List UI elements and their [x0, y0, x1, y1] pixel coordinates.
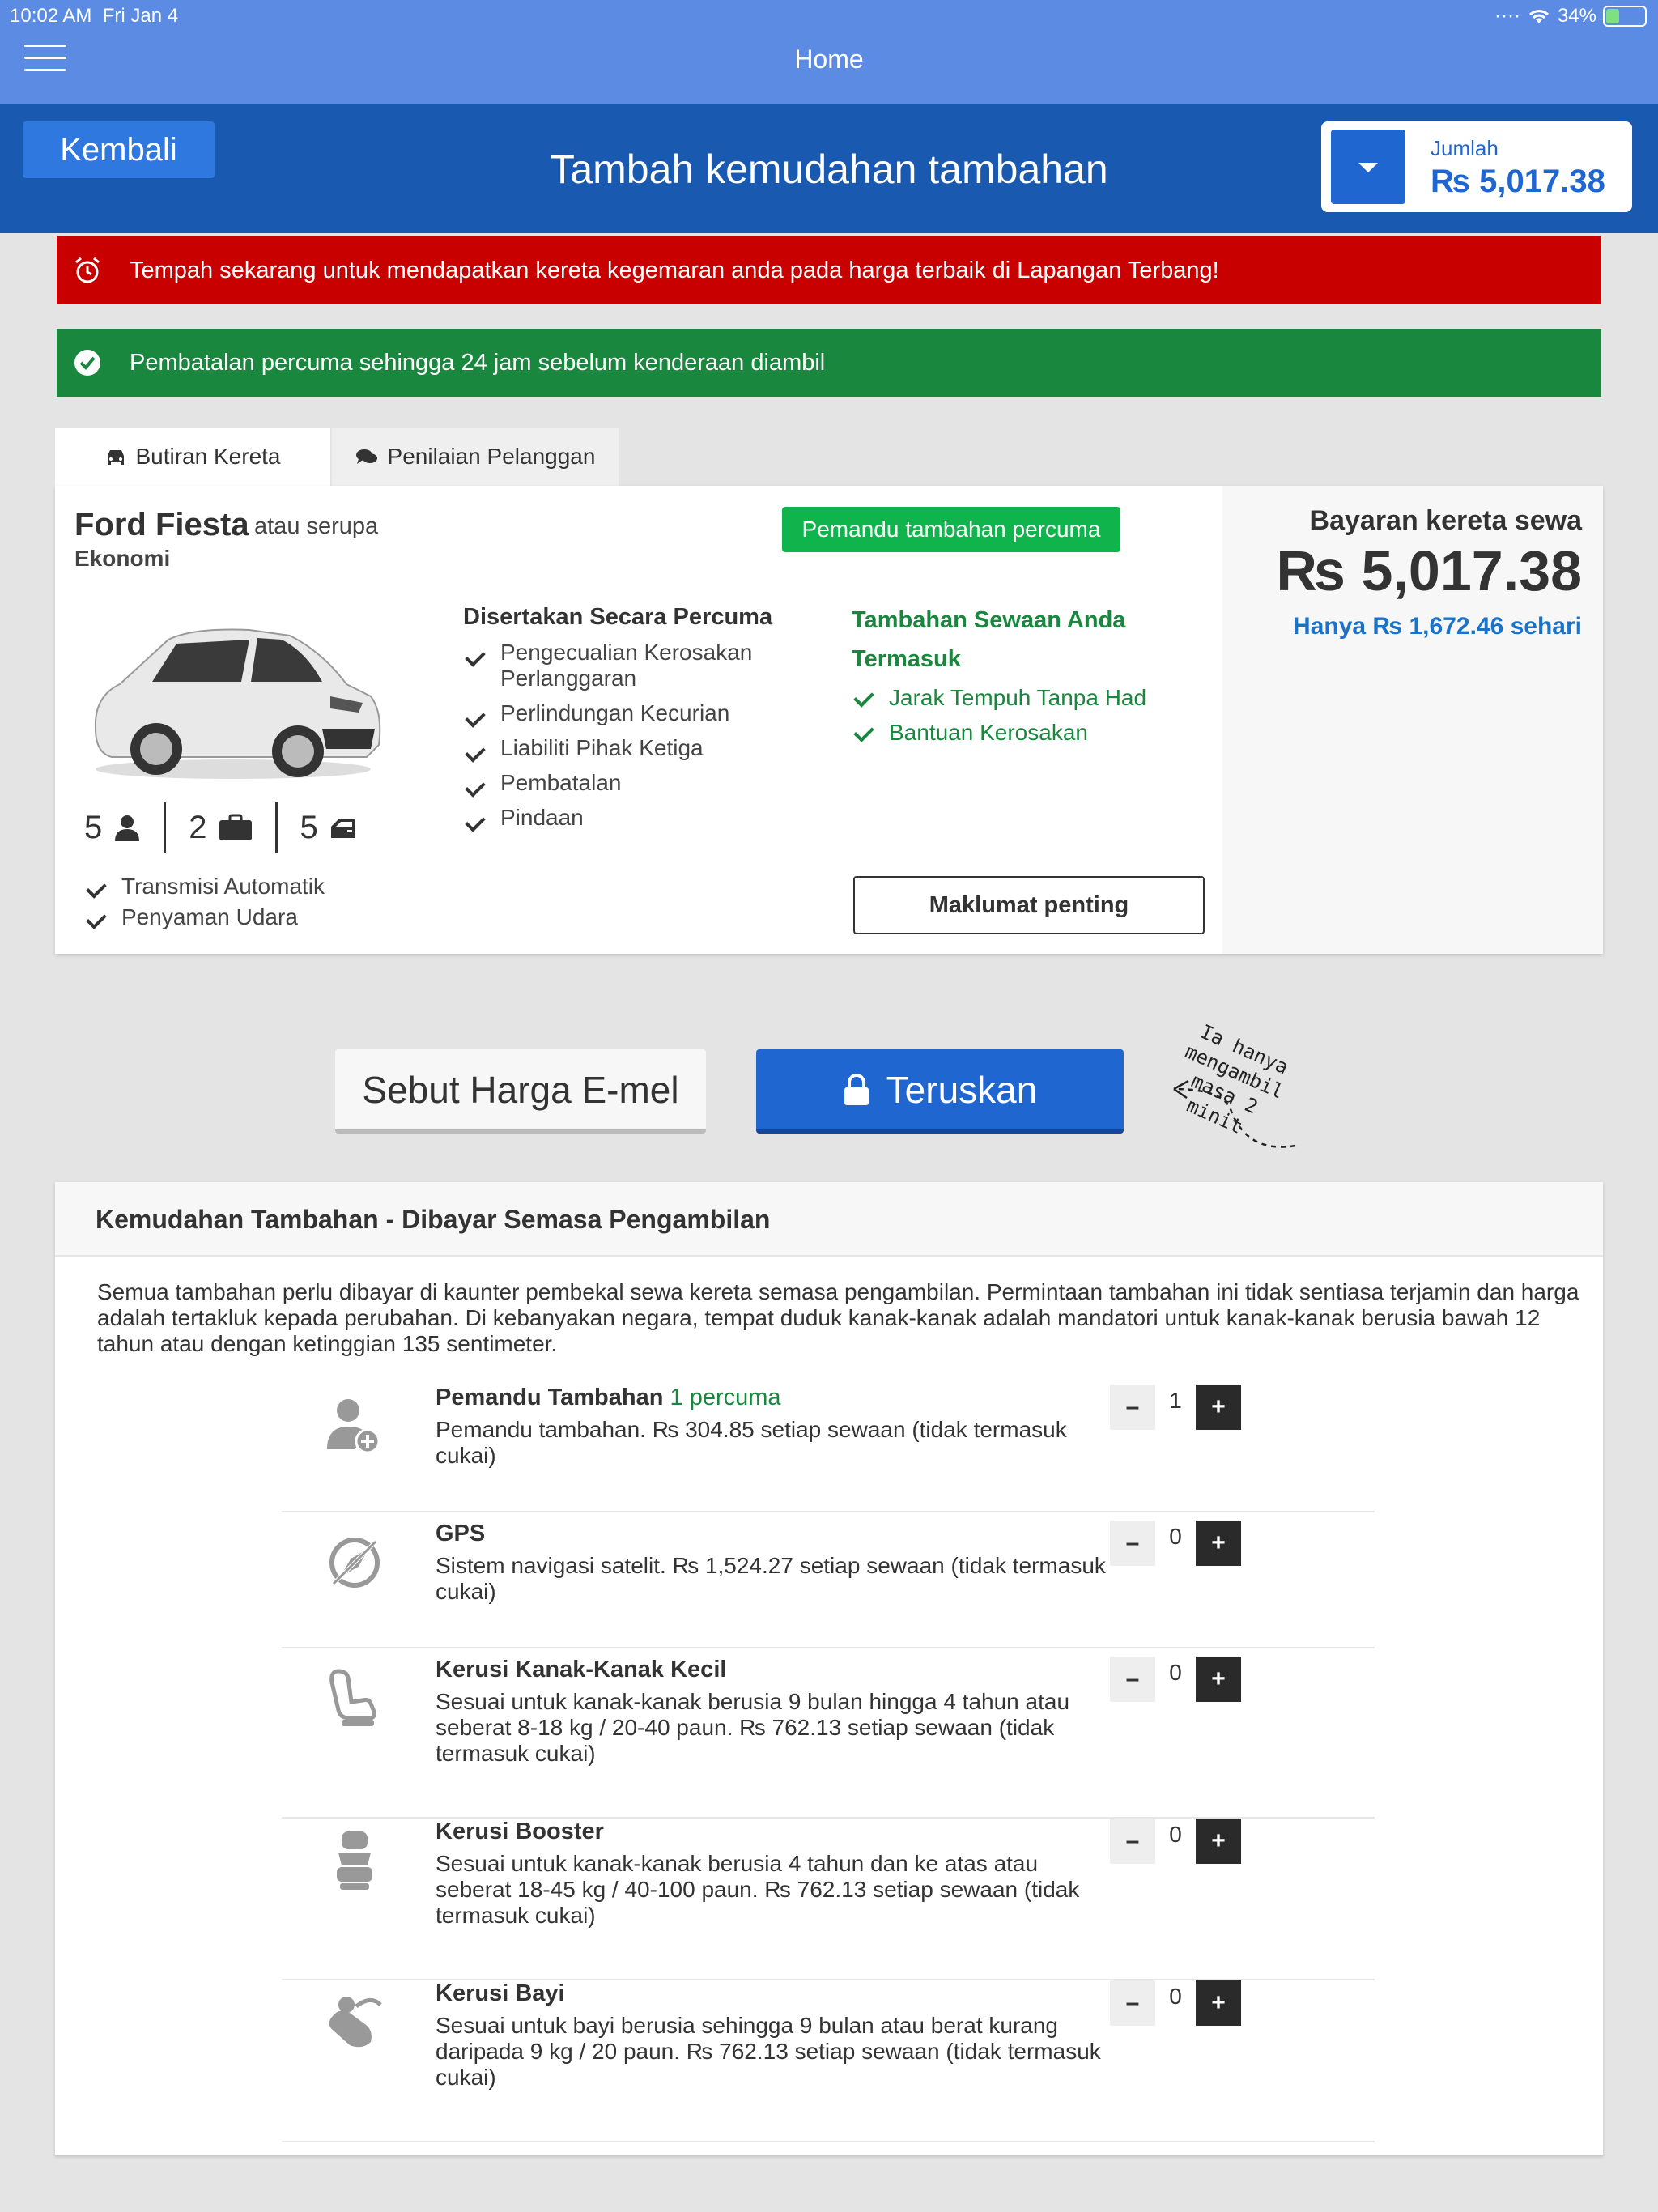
status-date: Fri Jan 4 — [102, 5, 179, 27]
extra-row-infant-seat — [282, 1980, 1375, 2142]
chevron-down-icon[interactable] — [1331, 130, 1405, 204]
quantity-stepper — [1110, 1385, 1239, 1430]
increment-button[interactable]: + — [1196, 1980, 1241, 2026]
wifi-icon — [1527, 7, 1551, 25]
extra-name-text: GPS — [436, 1521, 486, 1546]
rental-included-title: Tambahan Sewaan Anda Termasuk — [852, 607, 1126, 672]
total-amount: ₨ 5,017.38 — [1431, 164, 1605, 199]
extra-name — [436, 1385, 781, 1411]
extras-panel — [55, 1182, 1603, 2155]
car-icon — [105, 448, 126, 466]
price-panel — [1222, 486, 1603, 954]
quantity-value: 0 — [1169, 1524, 1182, 1549]
quantity-stepper — [1110, 1980, 1239, 2026]
free-driver-badge: Pemandu tambahan percuma — [782, 507, 1120, 552]
spec-seats-value: 5 — [84, 809, 103, 845]
continue-button[interactable] — [756, 1049, 1124, 1134]
status-clock: 10:02 AM — [10, 5, 92, 27]
quantity-value: 0 — [1169, 1984, 1182, 2009]
increment-button[interactable]: + — [1196, 1819, 1241, 1864]
increment-button[interactable]: + — [1196, 1385, 1241, 1430]
included-item: Liabiliti Pihak Ketiga — [463, 735, 803, 761]
extra-description: Pemandu tambahan. ₨ 304.85 setiap sewaan (tidak termasuk cukai) — [436, 1417, 1067, 1468]
extra-description: Sesuai untuk bayi berusia sehingga 9 bulan atau berat kurang daripada 9 kg / 20 paun. ₨ 762.13 setiap sewaan (tidak termasuk cukai) — [436, 2013, 1101, 2090]
total-label: Jumlah — [1431, 136, 1499, 160]
extra-description: Sesuai untuk kanak-kanak berusia 4 tahun dan ke atas atau seberat 18-45 kg / 40-100 paun. ₨ 762.13 setiap sewaan (tidak termasuk cukai) — [436, 1851, 1080, 1928]
lock-icon — [843, 1074, 870, 1106]
extra-name-text: Kerusi Kanak-Kanak Kecil — [436, 1657, 727, 1682]
per-day-price: Hanya ₨ 1,672.46 sehari — [1293, 613, 1582, 640]
extra-name — [436, 1521, 485, 1547]
decrement-button[interactable]: – — [1110, 1980, 1155, 2026]
spec-bags-value: 2 — [189, 809, 207, 845]
car-class: Ekonomi — [74, 546, 171, 571]
spec-bags — [164, 802, 274, 853]
extras-title: Kemudahan Tambahan - Dibayar Semasa Pengambilan — [55, 1182, 1603, 1257]
included-title: Disertakan Secara Percuma — [463, 604, 773, 630]
car-name: Ford Fiesta — [74, 507, 249, 542]
tab-car-details[interactable] — [55, 428, 330, 486]
extra-name — [436, 1980, 565, 2007]
continue-label: Teruskan — [886, 1068, 1038, 1111]
check-circle-icon — [71, 347, 104, 379]
extra-description: Sistem navigasi satelit. ₨ 1,524.27 setiap sewaan (tidak termasuk cukai) — [436, 1553, 1106, 1604]
rent-label: Bayaran kereta sewa — [1309, 505, 1582, 536]
car-similar: atau serupa — [254, 513, 379, 539]
nav-title: Home — [794, 45, 864, 74]
extra-row-driver — [282, 1385, 1375, 1512]
quantity-value: 0 — [1169, 1822, 1182, 1847]
rental-item: Jarak Tempuh Tanpa Had — [852, 680, 1146, 715]
battery-level — [1606, 9, 1619, 23]
quantity-stepper — [1110, 1521, 1239, 1566]
spec-doors — [275, 802, 380, 853]
comments-icon — [355, 448, 378, 466]
suitcase-icon — [219, 814, 253, 841]
signal-dots-icon: ···· — [1494, 5, 1520, 27]
extra-name-text: Kerusi Booster — [436, 1819, 604, 1844]
status-indicators — [1494, 5, 1647, 28]
extra-name — [436, 1819, 604, 1845]
quantity-stepper — [1110, 1657, 1239, 1702]
increment-button[interactable]: + — [1196, 1521, 1241, 1566]
cancellation-text: Pembatalan percuma sehingga 24 jam sebelum kenderaan diambil — [130, 349, 826, 376]
decrement-button[interactable]: – — [1110, 1521, 1155, 1566]
extra-row-booster-seat — [282, 1819, 1375, 1980]
extra-name — [436, 1657, 726, 1683]
feature-item: Penyaman Udara — [84, 902, 325, 933]
decrement-button[interactable]: – — [1110, 1819, 1155, 1864]
car-image — [79, 607, 387, 785]
rent-amount: ₨ 5,017.38 — [1276, 539, 1582, 602]
included-item: Pengecualian Kerosakan Perlanggaran — [463, 640, 803, 691]
top-bar — [0, 0, 1658, 104]
booster-seat-icon — [322, 1828, 387, 1893]
promo-alert — [57, 236, 1601, 304]
increment-button[interactable]: + — [1196, 1657, 1241, 1702]
email-quote-button[interactable]: Sebut Harga E-mel — [335, 1049, 706, 1134]
infant-seat-icon — [322, 1990, 387, 2055]
quantity-value: 1 — [1169, 1388, 1182, 1413]
important-info-button[interactable]: Maklumat penting — [853, 876, 1205, 934]
car-card — [55, 486, 1603, 954]
rental-included-list — [852, 680, 1146, 750]
car-door-icon — [329, 815, 357, 840]
spec-doors-value: 5 — [300, 809, 318, 845]
extra-description: Sesuai untuk kanak-kanak berusia 9 bulan hingga 4 tahun atau seberat 8-18 kg / 20-40 paun. ₨ 762.13 setiap sewaan (tidak termasuk cukai) — [436, 1689, 1070, 1766]
decrement-button[interactable]: – — [1110, 1657, 1155, 1702]
car-specs — [84, 802, 380, 853]
hint-text: Ia hanya mengambil masa 2 minit — [1181, 1019, 1292, 1138]
battery-percent: 34% — [1557, 5, 1596, 27]
cancellation-alert — [57, 329, 1601, 397]
back-button[interactable]: Kembali — [23, 121, 215, 178]
quantity-value: 0 — [1169, 1660, 1182, 1685]
gps-icon — [322, 1530, 387, 1595]
page-title: Tambah kemudahan tambahan — [550, 147, 1108, 192]
included-list — [463, 640, 803, 840]
extra-name-text: Pemandu Tambahan — [436, 1385, 664, 1410]
spec-seats — [84, 802, 164, 853]
battery-icon — [1603, 6, 1647, 27]
quantity-stepper — [1110, 1819, 1239, 1864]
person-icon — [113, 814, 141, 841]
driver-icon — [322, 1394, 387, 1459]
rental-item: Bantuan Kerosakan — [852, 715, 1146, 750]
extra-row-child-seat — [282, 1657, 1375, 1819]
page-header — [0, 104, 1658, 233]
included-item: Pindaan — [463, 805, 803, 831]
car-features — [84, 871, 325, 933]
promo-text: Tempah sekarang untuk mendapatkan kereta kegemaran anda pada harga terbaik di Lapangan Terbang! — [130, 257, 1219, 283]
included-item: Perlindungan Kecurian — [463, 700, 803, 726]
total-summary — [1321, 121, 1632, 212]
child-seat-icon — [322, 1666, 387, 1731]
alarm-clock-icon — [71, 254, 104, 287]
extras-description: Semua tambahan perlu dibayar di kaunter pembekal sewa kereta semasa pengambilan. Permintaan tambahan ini tidak sentiasa terjamin dan harga adalah tertakluk kepada perubahan. Di kebanyakan negara, tempat duduk kanak-kanak adalah mandatori untuk kanak-kanak berusia bawah 12 tahun atau dengan ketinggian 135 sentimeter. — [97, 1279, 1579, 1356]
tab-car-details-label: Butiran Kereta — [135, 444, 281, 469]
extra-name-text: Kerusi Bayi — [436, 1980, 565, 2006]
extra-row-gps — [282, 1521, 1375, 1648]
tab-reviews[interactable] — [332, 428, 619, 486]
feature-item: Transmisi Automatik — [84, 871, 325, 902]
status-time — [10, 5, 178, 28]
tab-reviews-label: Penilaian Pelanggan — [387, 444, 596, 469]
decrement-button[interactable]: – — [1110, 1385, 1155, 1430]
extra-free-badge: 1 percuma — [670, 1385, 781, 1410]
included-item: Pembatalan — [463, 770, 803, 796]
